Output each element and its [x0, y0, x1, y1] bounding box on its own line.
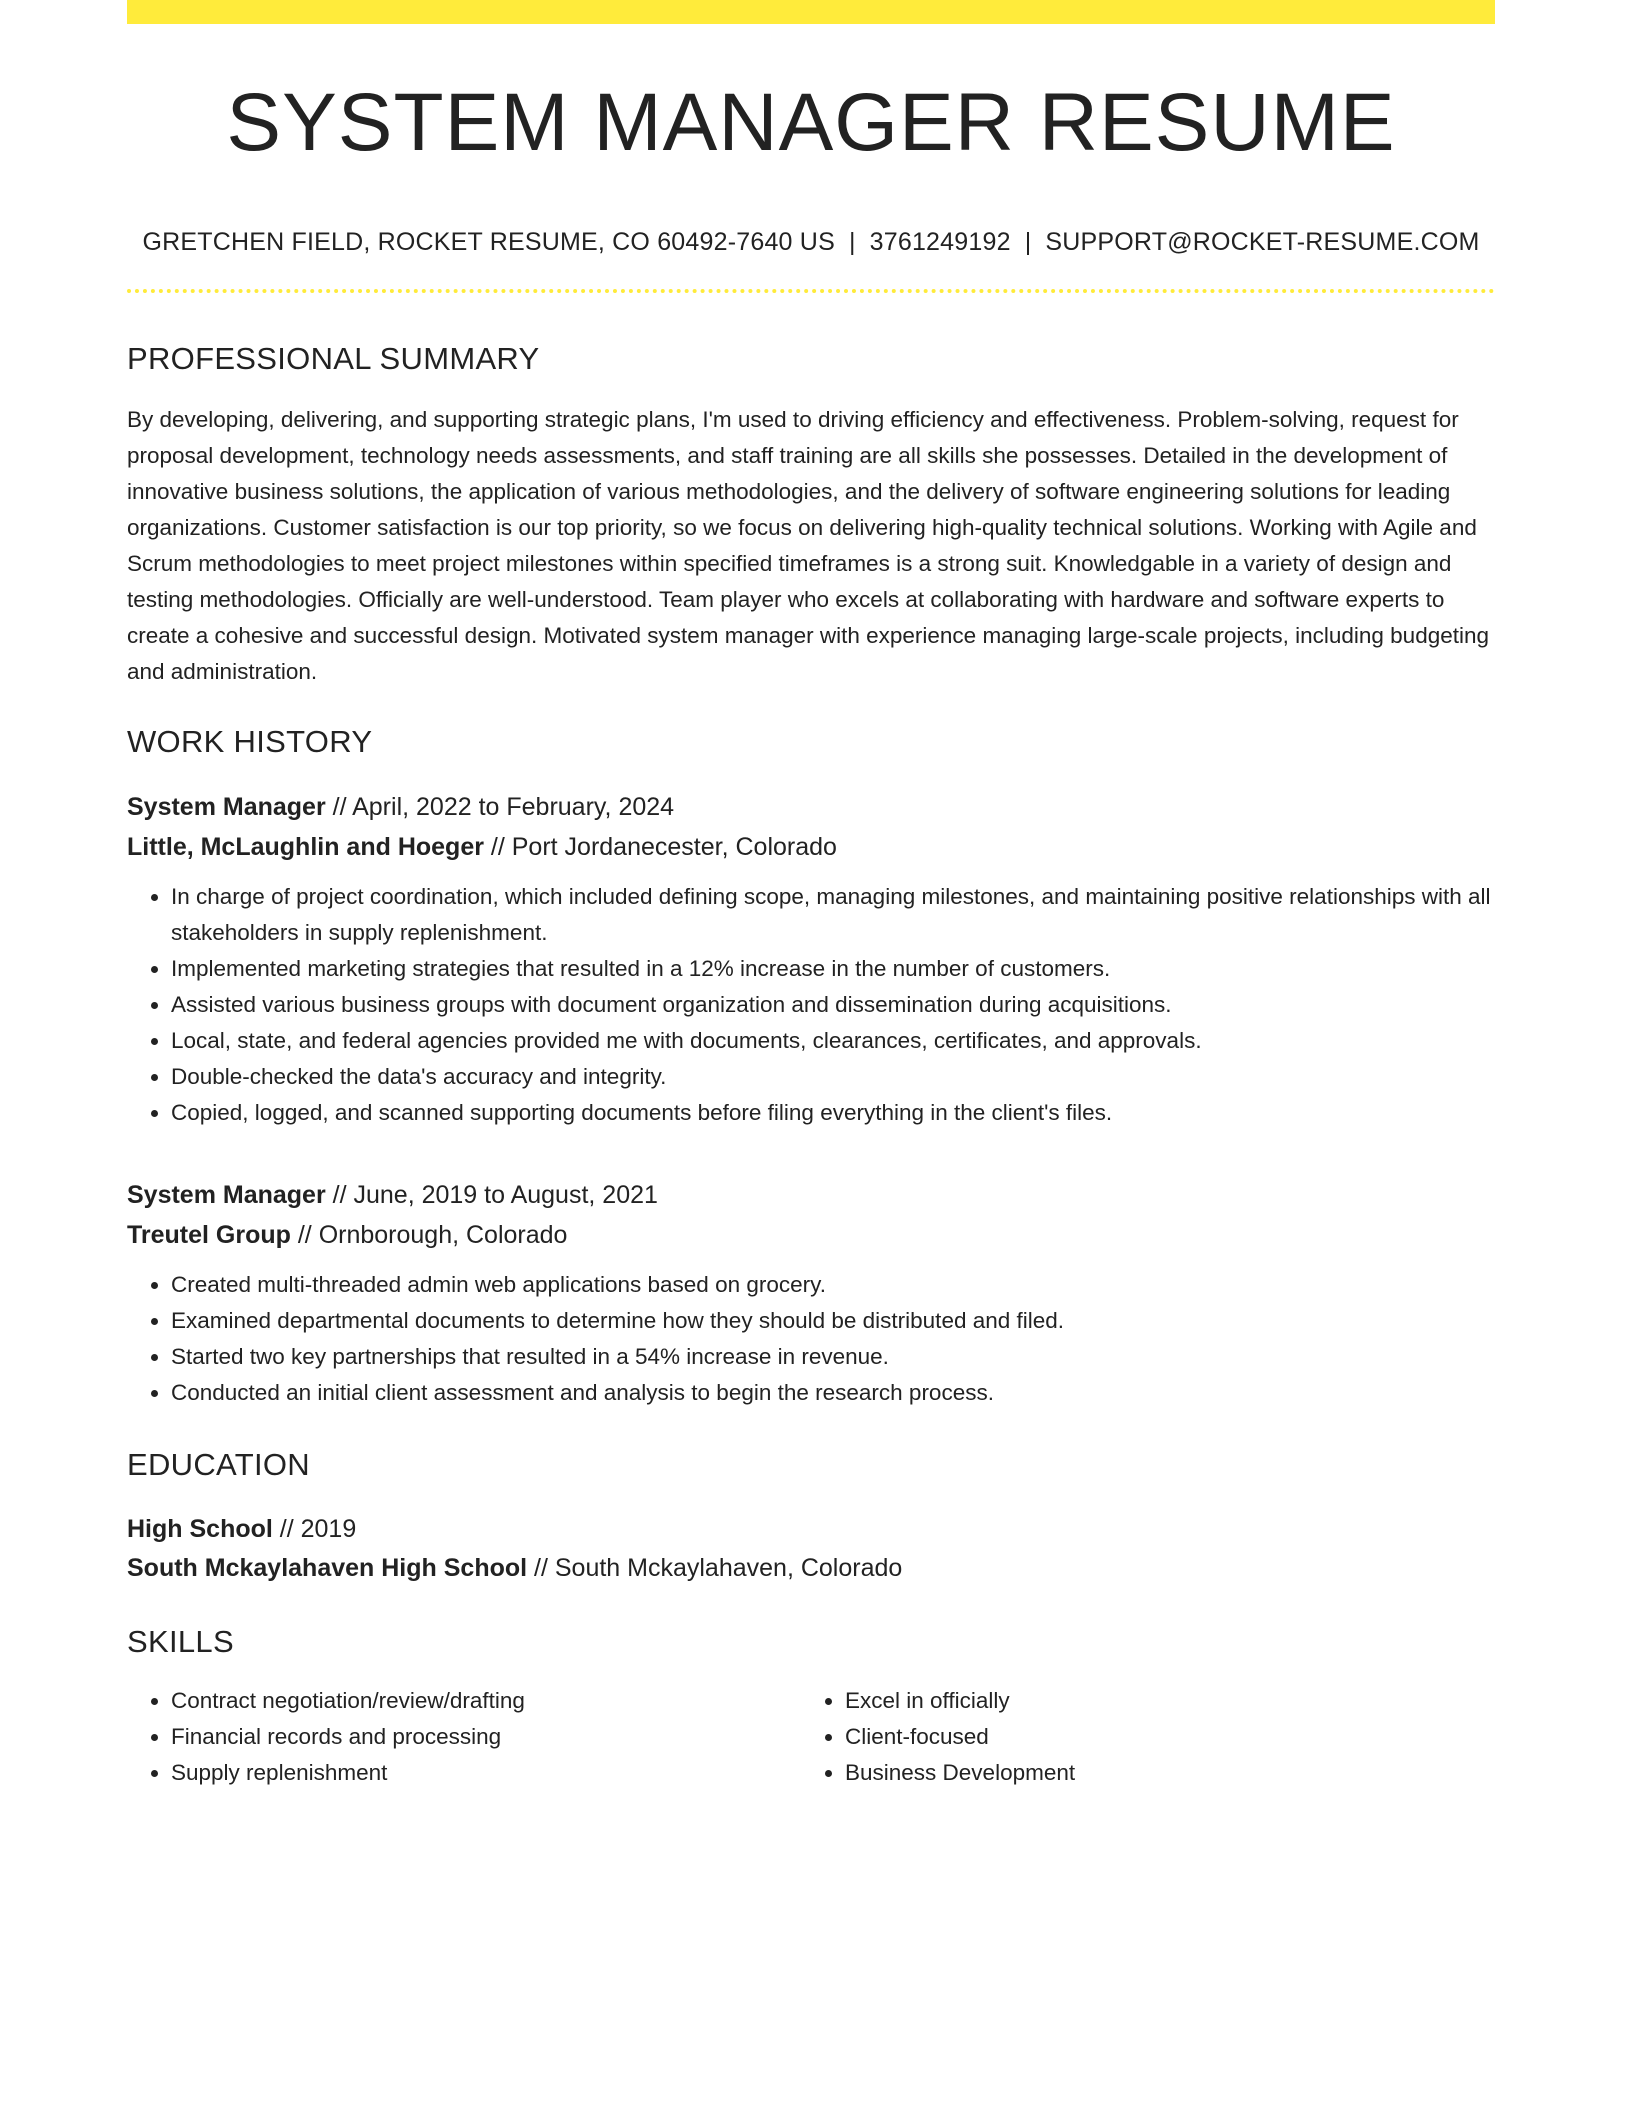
job-entry — [127, 1175, 1495, 1411]
job-title: System Manager — [127, 1181, 326, 1209]
contact-address: GRETCHEN FIELD, ROCKET RESUME, CO 60492-7640 US — [142, 228, 835, 256]
list-item: • Local, state, and federal agencies provided me with documents, clearances, certificates, and approvals. — [171, 1023, 1495, 1059]
contact-phone: 3761249192 — [869, 228, 1011, 256]
education-heading: EDUCATION — [127, 1447, 310, 1482]
education-school-line — [127, 1549, 1495, 1588]
job-location: // Port Jordanecester, Colorado — [483, 833, 837, 861]
work-history-heading: WORK HISTORY — [127, 724, 373, 759]
skill-item: • Business Development — [845, 1755, 1475, 1791]
resume-title: SYSTEM MANAGER RESUME — [226, 77, 1396, 168]
education-degree: High School — [127, 1515, 273, 1543]
skills-left-column — [127, 1683, 801, 1791]
job-title-line — [127, 787, 1495, 827]
list-item: • Double-checked the data's accuracy and integrity. — [171, 1059, 1495, 1095]
skills-heading: SKILLS — [127, 1624, 234, 1659]
skills-grid — [127, 1683, 1495, 1791]
job-bullets — [127, 1267, 1495, 1411]
skill-item: • Supply replenishment — [171, 1755, 801, 1791]
skills-right-column — [801, 1683, 1475, 1791]
job-dates: // June, 2019 to August, 2021 — [325, 1181, 658, 1209]
skill-item: • Client-focused — [845, 1719, 1475, 1755]
list-item: • Implemented marketing strategies that resulted in a 12% increase in the number of customers. — [171, 951, 1495, 987]
list-item: • Assisted various business groups with document organization and dissemination during acquisitions. — [171, 987, 1495, 1023]
job-company-line — [127, 827, 1495, 867]
job-company: Little, McLaughlin and Hoeger — [127, 833, 484, 861]
skill-item: • Contract negotiation/review/drafting — [171, 1683, 801, 1719]
summary-text: By developing, delivering, and supporting strategic plans, I'm used to driving efficiency and effectiveness. Problem-solving, request for proposal development, technology needs assessments, and staff training are all skills she possesses. Detailed in the development of innovative business solutions, the application of various methodologies, and the delivery of software engineering solutions for leading organizations. Customer satisfaction is our top priority, so we focus on delivering high-quality technical solutions. Working with Agile and Scrum methodologies to meet project milestones within specified timeframes is a strong suit. Knowledgable in a variety of design and testing methodologies. Officially are well-understood. Team player who excels at collaborating with hardware and software experts to create a cohesive and successful design. Motivated system manager with experience managing large-scale projects, including budgeting and administration. — [127, 407, 1490, 684]
education-entry — [127, 1510, 1495, 1588]
job-title-line — [127, 1175, 1495, 1215]
list-item: • Created multi-threaded admin web applications based on grocery. — [171, 1267, 1495, 1303]
job-title: System Manager — [127, 793, 326, 821]
skill-item: • Excel in officially — [845, 1683, 1475, 1719]
education-degree-line — [127, 1510, 1495, 1549]
list-item: • In charge of project coordination, which included defining scope, managing milestones, and maintaining positive relationships with all stakeholders in supply replenishment. — [171, 879, 1495, 951]
resume-page — [127, 0, 1495, 1791]
job-company-line — [127, 1215, 1495, 1255]
job-location: // Ornborough, Colorado — [290, 1221, 568, 1249]
education-school: South Mckaylahaven High School — [127, 1554, 528, 1582]
list-item: • Examined departmental documents to determine how they should be distributed and filed. — [171, 1303, 1495, 1339]
list-item: • Copied, logged, and scanned supporting documents before filing everything in the client's files. — [171, 1095, 1495, 1131]
job-entry — [127, 787, 1495, 1131]
accent-top-bar — [127, 0, 1495, 24]
skill-item: • Financial records and processing — [171, 1719, 801, 1755]
job-dates: // April, 2022 to February, 2024 — [325, 793, 675, 821]
contact-separator: | — [1024, 228, 1032, 256]
contact-line — [127, 230, 1495, 255]
job-bullets — [127, 879, 1495, 1131]
list-item: • Conducted an initial client assessment and analysis to begin the research process. — [171, 1375, 1495, 1411]
contact-separator: | — [848, 228, 856, 256]
list-item: • Started two key partnerships that resulted in a 54% increase in revenue. — [171, 1339, 1495, 1375]
job-company: Treutel Group — [127, 1221, 291, 1249]
dotted-divider — [127, 289, 1495, 293]
education-year: // 2019 — [272, 1515, 357, 1543]
education-location: // South Mckaylahaven, Colorado — [527, 1554, 903, 1582]
contact-email: SUPPORT@ROCKET-RESUME.COM — [1045, 228, 1480, 256]
summary-heading: PROFESSIONAL SUMMARY — [127, 341, 540, 376]
